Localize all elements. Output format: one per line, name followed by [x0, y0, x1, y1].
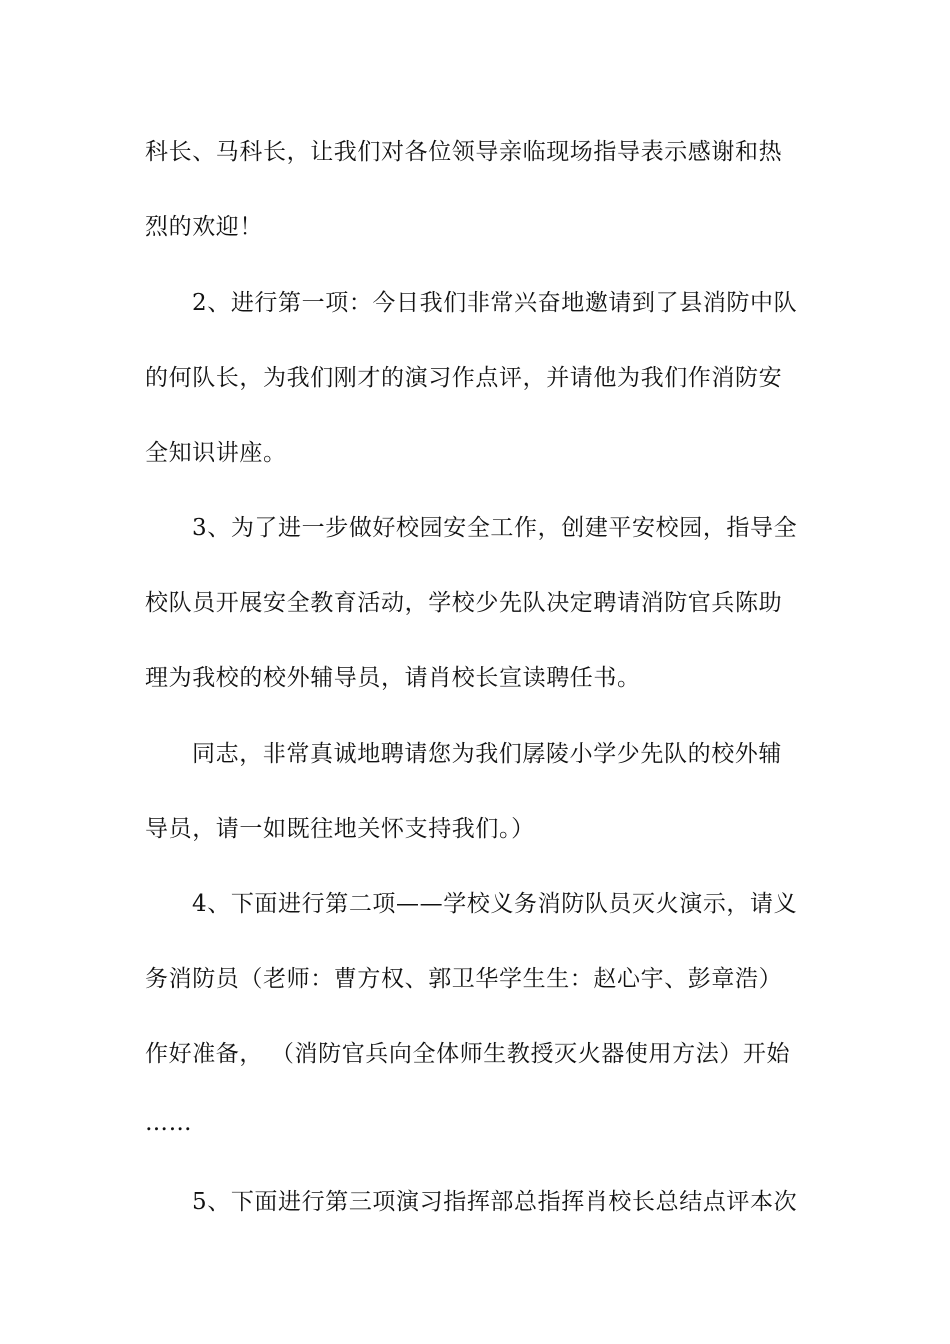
- paragraph-line: 的何队长，为我们刚才的演习作点评，并请他为我们作消防安: [145, 365, 783, 391]
- paragraph-line: 同志，非常真诚地聘请您为我们孱陵小学少先队的校外辅: [192, 741, 782, 767]
- paragraph-line: 作好准备， （消防官兵向全体师生教授灭火器使用方法）开始: [145, 1041, 791, 1067]
- paragraph-line: 导员，请一如既往地关怀支持我们。）: [145, 816, 535, 842]
- paragraph-line: 校队员开展安全教育活动，学校少先队决定聘请消防官兵陈助: [145, 590, 783, 616]
- paragraph-line: 全知识讲座。: [145, 440, 287, 466]
- paragraph-line: 烈的欢迎！: [145, 214, 263, 240]
- paragraph-line: 务消防员（老师：曹方权、郭卫华学生生：赵心宇、彭章浩）: [145, 966, 783, 992]
- paragraph-line: 理为我校的校外辅导员，请肖校长宣读聘任书。: [145, 665, 641, 691]
- paragraph-line: 4、下面进行第二项——学校义务消防队员灭火演示，请义: [192, 891, 798, 917]
- paragraph-line: 5、下面进行第三项演习指挥部总指挥肖校长总结点评本次: [192, 1189, 798, 1215]
- paragraph-line: ……: [145, 1110, 193, 1136]
- paragraph-line: 2、进行第一项：今日我们非常兴奋地邀请到了县消防中队: [192, 290, 798, 316]
- paragraph-line: 科长、马科长，让我们对各位领导亲临现场指导表示感谢和热: [145, 139, 783, 165]
- paragraph-line: 3、为了进一步做好校园安全工作，创建平安校园，指导全: [192, 515, 798, 541]
